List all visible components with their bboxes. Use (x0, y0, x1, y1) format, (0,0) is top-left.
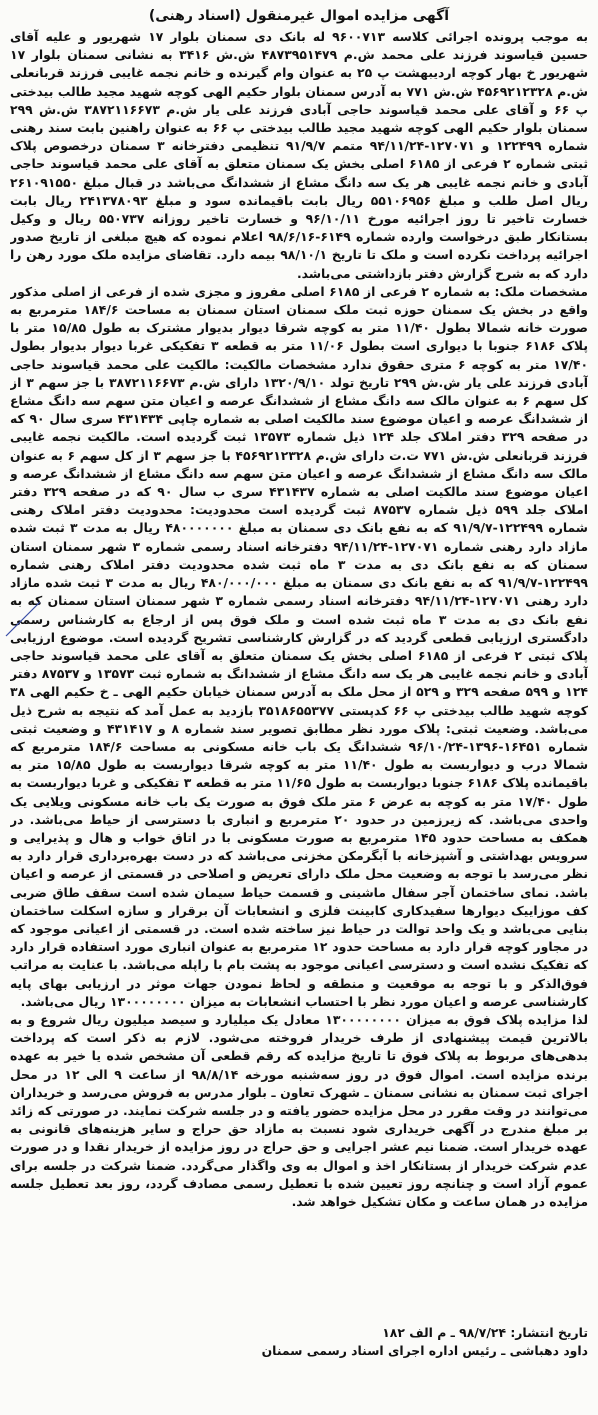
signature-line: داود دهباشی ـ رئیس اداره اجرای اسناد رسمی سمنان (261, 1343, 588, 1358)
paragraph-auction-terms: لذا مزایده پلاک فوق به میزان ۱۳۰۰۰۰۰۰۰۰ معادل یک میلیارد و سیصد میلیون ریال شروع و به بالاترین قیمت پیشنهادی از طرف خریدار فروخته می‌شود. لازم به ذکر است که پرداخت بدهی‌های مربوط به پلاک فوق تا تاریخ مزایده که رقم قطعی آن مشخص شده یا خیر به عهده برنده مزایده است. اموال فوق در روز سه‌شنبه مورخه ۹۸/۸/۱۴ از ساعت ۹ الی ۱۲ در محل اجرای ثبت سمنان به نشانی سمنان ـ شهرک تعاون ـ بلوار مدرس به فروش می‌رسد و خریداران می‌توانند در وقت مقرر در محل مزایده حضور یافته و در جلسه شرکت نمایند. در صورتی که زائد بر مبلغ مندرج در آگهی خریداری شود نسبت به مازاد حق حراج و سایر هزینه‌های قانونی به عهده خریدار است. ضمنا نیم عشر اجرایی و حق حراج در روز مزایده از خریدار نقدا و در صورت عدم شرکت خریدار از بستانکار اخذ و اموال به وی واگذار می‌گردد. ضمنا شرکت در جلسه برای عموم آزاد است و چنانچه روز تعیین شده با تعطیل رسمی مصادف گردد، روز بعد تعطیل جلسه مزایده در همان ساعت و مکان تشکیل خواهد شد. (10, 1011, 588, 1209)
pen-mark-icon (2, 600, 42, 640)
notice-body (10, 28, 588, 1318)
notice-footer (10, 1324, 588, 1360)
notice-title: آگهی مزایده اموال غیرمنقول (اسناد رهنی) (148, 8, 450, 24)
paragraph-case-details: به موجب پرونده اجرائی کلاسه ۹۶۰۰۷۱۳ له بانک دی سمنان بلوار ۱۷ شهریور و علیه آقای حسین قیاسوند فرزند علی محمد ش.م ۴۸۷۳۹۵۱۴۷۹ ش.ش ۳۴۱۶ به نشانی سمنان بلوار ۱۷ شهریور خ بهار کوچه اردیبهشت پ ۲۵ به عنوان وام گیرنده و خانم نجمه غایبی فرزند قربانعلی ش.م ۴۵۶۹۲۱۲۳۲۸ ش.ش ۷۷۱ به آدرس سمنان بلوار حکیم الهی کوچه شهید مجید طالب بیدختی پ ۶۶ و آقای علی محمد قیاسوند حاجی آبادی فرزند علی یار ش.م ۳۸۷۲۱۱۶۶۷۳ ش.ش ۲۹۹ سمنان بلوار حکیم الهی کوچه شهید مجید طالب بیدختی پ ۶۶ به عنوان راهنین بابت سند رهنی شماره ۱۲۲۴۹۹ و ۱۲۷۰۷۱-۹۴/۱۱/۲۴ متمم ۹۱/۹/۷ تنظیمی دفترخانه ۳ سمنان درخصوص پلاک ثبتی شماره ۲ فرعی از ۶۱۸۵ اصلی بخش یک سمنان متعلق به آقای علی محمد قیاسوند حاجی آبادی و خانم نجمه غایبی هر یک سه دانگ مشاع از ششدانگ می‌باشد در قبال مبلغ ۲۶۱۰۹۱۵۵۰ ریال اصل طلب و مبلغ ۵۵۱۰۶۹۵۶ ریال بابت باقیمانده سود و مبلغ ۲۴۱۳۷۸۰۹۳ ریال بابت خسارت تاخیر تا روز اجرائیه مورخ ۹۶/۱۰/۱۱ و خسارت تاخیر روزانه ۵۵۰۷۳۷ ریال و وکیل بستانکار طبق درخواست وارده شماره ۶۱۴۹-۹۸/۶/۱۶ اعلام نموده که هیچ مبلغی از تاریخ صدور اجرائیه پرداخت نکرده است و ملک تا تاریخ ۹۸/۱۰/۱ بیمه دارد. تقاضای مزایده ملک مورد رهن را دارد که به شرح گزارش دفتر بازداشتی می‌باشد. (10, 29, 588, 281)
publish-date: تاریخ انتشار: ۹۸/۷/۲۴ ـ م الف ۱۸۲ (382, 1325, 588, 1340)
paragraph-property-details: مشخصات ملک: به شماره ۲ فرعی از ۶۱۸۵ اصلی مفروز و مجزی شده از فرعی از اصلی مذکور واقع در بخش یک سمنان حوزه ثبت ملک سمنان استان سمنان به مساحت ۱۸۴/۶ مترمربع به صورت خانه شمالا بطول ۱۱/۴۰ متر به کوچه شرقا دیوار بدیوار مشترک به طول ۱۵/۸۵ متر با پلاک ۶۱۸۶ جنوبا با دیواری است بطول ۱۱/۰۶ متر به قطعه ۳ تفکیکی غربا دیوار بدیوار بطول ۱۷/۴۰ متر به کوچه ۶ متری حقوق ندارد مشخصات مالکیت: مالکیت علی محمد قیاسوند حاجی آبادی فرزند علی یار ش.ش ۲۹۹ تاریخ تولد ۱۳۲۰/۹/۱۰ دارای ش.م ۳۸۷۲۱۱۶۶۷۳ با جز سهم ۳ از کل سهم ۶ به عنوان مالک سه دانگ مشاع از ششدانگ عرصه و اعیان متن سهم سه دانگ مشاع از ششدانگ عرصه و اعیان موضوع سند مالکیت اصلی به شماره چاپی ۴۳۱۴۳۴ سری سال ۹۰ که در صفحه ۳۲۹ دفتر املاک جلد ۱۲۴ ذیل شماره ۱۳۵۷۳ ثبت گردیده است. مالکیت نجمه غایبی فرزند قربانعلی ش.ش ۷۷۱ ت.ت دارای ش.م ۴۵۶۹۲۱۲۳۲۸ با جز سهم ۳ از کل سهم ۶ به عنوان مالک سه دانگ مشاع از ششدانگ عرصه و اعیان متن سهم سه دانگ مشاع از ششدانگ عرصه و اعیان موضوع سند مالکیت اصلی به شماره ۴۳۱۴۳۷ سری ب سال ۹۰ که در صفحه ۳۲۹ دفتر املاک جلد ۵۹۹ ذیل شماره ۸۷۵۳۷ ثبت گردیده است محدودیت: محدودیت دفتر املاک رهنی شماره ۱۲۲۴۹۹-۹۱/۹/۷ که به نفع بانک دی سمنان به مبلغ ۴۸۰۰۰۰۰۰۰ ریال به مدت ۳ ثبت شده مازاد دارد رهنی شماره ۱۲۷۰۷۱-۹۴/۱۱/۲۴ دفترخانه اسناد رسمی شماره ۳ شهر سمنان استان سمنان که به نفع بانک دی به مدت ۳ ماه ثبت شده محدودیت دفتر املاک رهنی شماره ۱۲۲۴۹۹-۹۱/۹/۷ که به نفع بانک دی سمنان به مبلغ ۴۸۰/۰۰۰/۰۰۰ ریال به مدت ۳ ثبت شده مازاد دارد رهنی ۱۲۷۰۷۱-۹۴/۱۱/۲۴ دفترخانه اسناد رسمی شماره ۳ شهر سمنان استان سمنان که به نفع بانک دی به مدت ۳ ماه ثبت شده است و ملک فوق پس از ارجاع به کارشناس رسمی دادگستری ارزیابی قطعی گردید که در گزارش کارشناسی تشریح گردیده است. موضوع ارزیابی پلاک ثبتی ۲ فرعی از ۶۱۸۵ اصلی بخش یک سمنان متعلق به آقای علی محمد قیاسوند حاجی آبادی و خانم نجمه غایبی هر یک سه دانگ مشاع از ششدانگ به شماره ثبت ۱۳۵۷۳ و ۸۷۵۳۷ دفتر ۱۲۴ و ۵۹۹ صفحه ۳۲۹ و ۵۲۹ از محل ملک به آدرس سمنان خیابان حکیم الهی ـ خ حکیم الهی ۳۸ کوچه شهید طالب بیدختی پ ۶۶ کدپستی ۳۵۱۸۶۵۵۳۷۷ بازدید به عمل آمد که نتیجه به شرح ذیل می‌باشد. وضعیت ثبتی: پلاک مورد نظر مطابق تصویر سند شماره ۸ و ۴۳۱۴۱۷ و وضعیت ثبتی شماره ۱۶۴۵۱-۱۳۹۶-۹۶/۱۰/۲۴ ششدانگ یک باب خانه مسکونی به مساحت ۱۸۴/۶ مترمربع که شمالا درب و دیواربست به طول ۱۱/۴۰ متر به کوچه شرقا دیواربست به طول ۱۵/۸۵ متر به باقیمانده پلاک ۶۱۸۶ جنوبا دیواربست به طول ۱۱/۶۵ متر به قطعه ۳ تفکیکی و غربا دیواربست به طول ۱۷/۴۰ متر به کوچه به عرض ۶ متر ملک فوق به صورت یک باب خانه مسکونی ویلایی یک واحدی می‌باشد. که زیرزمین در حدود ۲۰ مترمربع و انباری با دسترسی از حیاط می‌باشد. در همکف به مساحت حدود ۱۴۵ مترمربع به صورت مسکونی با در اتاق خواب و هال و پذیرایی و سرویس بهداشتی و آشپزخانه با آبگرمکن مخزنی می‌باشد که در دست بهره‌برداری قرار دارد به نظر می‌رسد با توجه به وضعیت محل ملک دارای تعریض و اصلاحی در قسمتی از عرصه و اعیان باشد. نمای ساختمان آجر سفال ماشینی و قسمت حیاط سیمان شده است سقف طاق ضربی کف موزاییک دیوارها سفیدکاری کابینت فلزی و انشعابات آن برقرار و سازه اسکلت ساختمان بنایی می‌باشد و یک واحد توالت در حیاط نیز ساخته شده است. در قسمتی از اعیانی موجود که در مجاور کوچه قرار دارد به مساحت حدود ۱۲ مترمربع به عنوان انباری مورد استفاده قرار دارد که تفکیک نشده است و دسترسی اعیانی موجود به پشت بام با راپله می‌باشد. با عنایت به مراتب فوق‌الذکر و با توجه به موقعیت و منطقه و لحاظ نمودن جهات موثر در ارزیابی بهای پایه کارشناسی عرصه و اعیان مورد نظر با احتساب انشعابات به میزان ۱۳۰۰۰۰۰۰۰۰ ریال می‌باشد. (10, 283, 588, 1009)
